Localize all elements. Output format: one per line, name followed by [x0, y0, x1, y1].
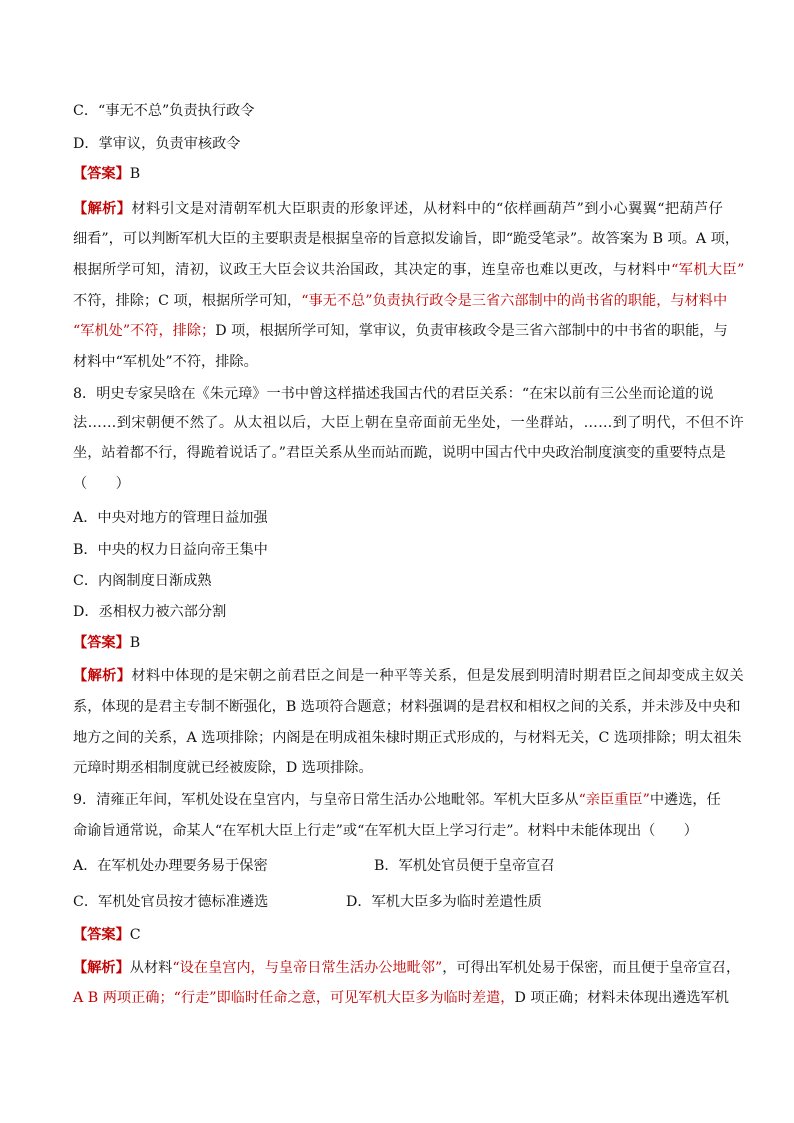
analysis-highlight: A B 两项正确；“行走”即临时任命之意，可见军机大臣多为临时差遣，: [73, 990, 515, 1006]
analysis-text: 不符，排除；C 项，根据所学可知，: [73, 293, 302, 309]
q8-analysis-line-4: 元璋时期丞相制度就已经被废除，D 选项排除。: [73, 760, 373, 776]
q7-analysis-line-5: [73, 321, 728, 341]
answer-tag: 【答案】: [73, 166, 130, 182]
stem-highlight: “亲臣重臣”: [578, 792, 650, 808]
stem-text: 中遴选，任: [649, 792, 721, 808]
q8-answer: [73, 633, 725, 653]
q8-option-a: A．中央对地方的管理日益加强: [73, 510, 268, 526]
q9-option-b: B．军机处官员便于皇帝宣召: [374, 858, 555, 874]
answer-value: B: [129, 635, 141, 651]
analysis-tag: 【解析】: [73, 201, 132, 217]
q9-option-a: A．在军机处办理要务易于保密: [73, 858, 268, 874]
q8-stem-line-2: 法……到宋朝便不然了。从太祖以后，大臣上朝在皇帝面前无坐处，一坐群站，……到了明代，不但不许: [73, 415, 745, 431]
q7-analysis-line-4: [73, 291, 728, 311]
q8-analysis-line-2: 系，体现的是君主专制不断强化，B 选项符合题意；材料强调的是君权和相权之间的关系，并未涉及中央和: [73, 699, 741, 715]
analysis-text: 材料引文是对清朝军机大臣职责的形象评述，从材料中的“依样画葫芦”到小心翼翼“把葫芦仔: [131, 201, 724, 217]
q7-analysis-line-1: [73, 199, 725, 219]
q7-option-d: D．掌审议，负责审核政令: [73, 136, 241, 152]
q9-answer: [73, 925, 725, 945]
analysis-highlight: “设在皇宫内，与皇帝日常生活办公地毗邻”: [172, 960, 443, 976]
q9-option-c: C．军机处官员按才德标准遴选: [73, 894, 269, 910]
q7-answer: [73, 164, 725, 184]
q7-analysis-line-2: 细看”，可以判断军机大臣的主要职责是根据皇帝的旨意拟发谕旨，即“跪受笔录”。故答案为 B 项。A 项，: [73, 231, 740, 247]
answer-value: C: [129, 927, 141, 943]
q8-stem-line-1: 8．明史专家吴晗在《朱元璋》一书中曾这样描述我国古代的君臣关系：“在宋以前有三公坐而论道的说: [73, 386, 714, 402]
answer-value: B: [129, 166, 141, 182]
analysis-highlight: “事无不总”负责执行政令是三省六部制中的尚书省的职能，与材料中: [301, 293, 728, 309]
q8-option-c: C．内阁制度日渐成熟: [73, 573, 212, 589]
q9-stem-line-2: 命谕旨通常说，命某人“在军机大臣上行走”或“在军机大臣上学习行走”。材料中未能体现出（ ）: [73, 823, 698, 839]
analysis-tag: 【解析】: [73, 960, 130, 976]
analysis-text: 从材料: [129, 960, 173, 976]
analysis-text: 材料中体现的是宋朝之前君臣之间是一种平等关系，但是发展到明清时期君臣之间却变成主奴关: [131, 668, 745, 684]
analysis-highlight: “军机大臣”: [671, 262, 745, 278]
stem-text: 9．清雍正年间，军机处设在皇宫内，与皇帝日常生活办公地毗邻。军机大臣多从: [73, 792, 579, 808]
q8-stem-line-4: （ ）: [73, 476, 130, 492]
q7-analysis-line-6: 材料中“军机处”不符，排除。: [73, 354, 258, 370]
q7-option-c: C．“事无不总”负责执行政令: [73, 103, 255, 119]
q8-stem-line-3: 坐，站着都不行，得跪着说话了。”君臣关系从坐而站而跪，说明中国古代中央政治制度演变的重要特点是: [73, 445, 726, 461]
analysis-text: D 项，根据所学可知，掌审议，负责审核政令是三省六部制中的中书省的职能，与: [215, 323, 728, 339]
analysis-text: ，可得出军机处易于保密，而且便于皇帝宣召，: [442, 960, 741, 976]
q9-analysis-line-2: [73, 988, 729, 1008]
analysis-text: D 项正确；材料未体现出遴选军机: [514, 990, 729, 1006]
q9-stem-line-1: [73, 790, 725, 810]
analysis-tag: 【解析】: [73, 668, 132, 684]
q8-option-b: B．中央的权力日益向帝王集中: [73, 542, 268, 558]
q8-option-d: D．丞相权力被六部分割: [73, 604, 227, 620]
q7-analysis-line-3: [73, 260, 745, 280]
q9-analysis-line-1: [73, 958, 741, 978]
answer-tag: 【答案】: [73, 927, 130, 943]
q8-analysis-line-1: [73, 666, 745, 686]
analysis-text: 根据所学可知，清初，议政王大臣会议共治国政，其决定的事，连皇帝也难以更改，与材料中: [73, 262, 672, 278]
q9-option-d: D．军机大臣多为临时差遣性质: [346, 894, 542, 910]
answer-tag: 【答案】: [73, 635, 130, 651]
analysis-highlight: “军机处”不符，排除；: [73, 323, 216, 339]
q8-analysis-line-3: 地方之间的关系，A 选项排除；内阁是在明成祖朱棣时期正式形成的，与材料无关，C 选项排除；明太祖朱: [73, 730, 742, 746]
